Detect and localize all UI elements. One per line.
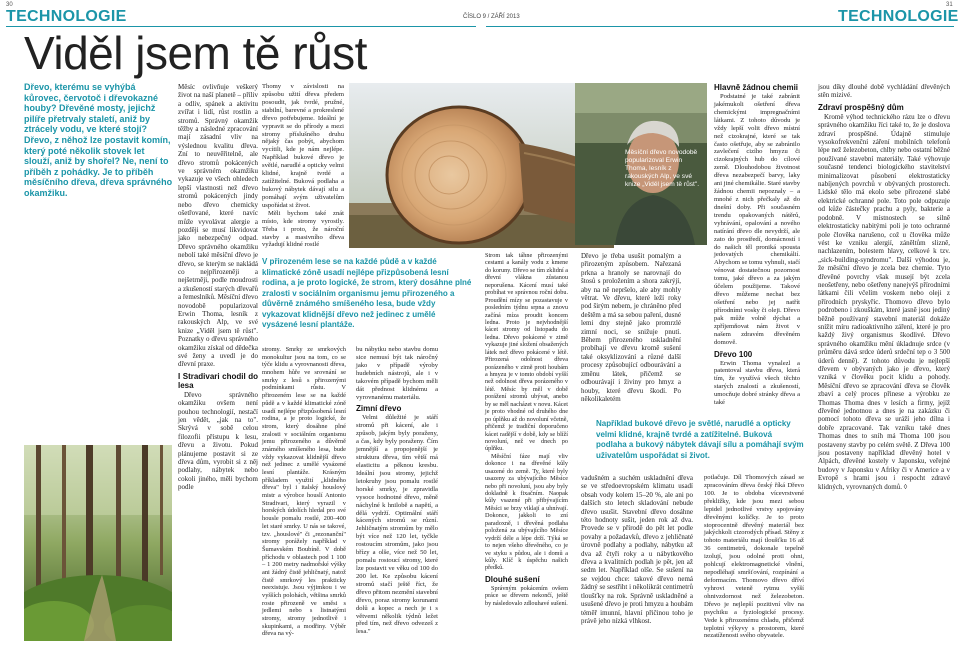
text-column-4 (356, 346, 438, 636)
subheading-stradivari: I Stradivari chodil do lesa (178, 371, 258, 390)
paragraph: potlačuje. Díl Thomových zásad se zpracováním dřeva český říká Dřevo 100. Je to obdoba vícevrstvené překližky, kde jsou mezi sebou lepidel jednotlivé vrstvy spojovány dřevěnými kolíčky. Je to proto stoprocentně dřevěný materiál bez jakýchkoli cizorodých přísad. Stěny z tohoto materiálu mají tloušťku 16 až 36 centimetrů, dokonale tepelně izolují, jsou odolné proti ohni, pohlcují elektromagnetické vlnění, nepodléhají smršťování, rozpínání a deformacím. Thomovo dřevo dříví vyhrovi veteně rytmu vyšší ohnivzdornost než železobeton. Dřevo je nejlepší pozitivní vliv na psychiku a fyziologické procesy. Vede k přirozenému chladu, přičemž teplotní výkyvy s prostorem, které nezatíženosti svého obyvatele. (704, 474, 804, 640)
section-label-left: TECHNOLOGIE (6, 8, 127, 25)
subheading-no-chemicals: Hlavně žádnou chemii (714, 83, 799, 92)
text-column-7b (704, 474, 804, 640)
paragraph: Kromě výhod technického rázu lze o dřevu správného okamžiku říci také to, že je doslova zdraví prospěšné. Údajně stimuluje vysokofrekvenční záření mobilních telefonů lépe než železobeton, chlby nebo ostatní běžné používané stavební materiály. Také výhovuje současné tendenci biologického stavitelství minimalizovat působení elektrostaticky nabíjených povrchů v obývaných prostorech. Lidské tělo má ekolo sebe přirozené slabé elektrické ochranné pole. Toto pole odpuzuje od kůže částečky prachu a pyly, bakterie a podobně. V místnostech se silně elektrostaticky nabitými poli je toto ochranné pole člověka narušeno, což u člověka může vést ke vzniku alergií, záněltům slizně, nachlazením, bolestem hlavy, celkové k tzv. „sick-building-syndromu". Další výhodou je, že měsíční dřevo je zcela bez chemie. Tyto dřevěné povrchy však musejí být zcela neošetřeny, nebo ošetřeny nanejvýš přírodními látkami čili včelím voskem nebo oleji z přírodních pryskyřic. Thomovo dřevo bylo podrobeno i zkouškám, které jasně jsou jediný běžně používaný stavební materiál dokáže snížit míru radioaktivního záření, které je pro každý živý organismus škodlivé. Dřevo správného okamžiku mění úkladnuje srdce (v průměru dává srdce úderů srdeční tep o 3 500 úderů denně). Z tohoto důvodu je nejlepší dřevem v obývaných jako je dřevo, který vzniká v člověku pocit klidu a pohody. Měsíční dřevo se zpracování dřeva se člověk zbaví a celý proces přinese a výrobku ze Thomas Thoma dnes v lesích a firmy, jejíž dřevěné jednotnou a dnes je na zakázku či pomocí tohoto dřeva se uráží jeho dílna i dobře zpracované. Tak vzniku také dnes Thomas dnes to sníh má Thoma 100 jsou postaveny stavby po celém světě. Z Dřeva 100 jsou postaveny například dřevěný hotel v Alpách, dřevěné kostely v Japonsku, veřejné budovy v Japonsku v Afriky či v Americe a v Evropě s hrami jsou i respocht zdravé klidných, vyrovnaných domů. ◊ (818, 112, 950, 491)
pull-quote-1: V přirozeném lese se na každé půdě a v každé klimatické zóně usadí nejlépe přizpůsobená lesní rodina, a je proto logické, že strom, který dosáhne plné zralosti v sociálním organismu jemu přirozeného a důvěrně známého smíšeného lesa, bude vždy vykazovat klidnější dřevo než jedinec z umělé vysázené lesní plantáže. (262, 257, 472, 329)
issue-label: ČÍSLO 9 / ZÁŘÍ 2013 (463, 14, 520, 20)
text-column-5 (485, 252, 568, 607)
header-rule-right (486, 26, 954, 27)
forest-image (24, 445, 172, 641)
page-number-right: 31 (946, 2, 953, 8)
paragraph: Podstatné je také zabránit jakémukoli ošetření dřeva chemickými impregnačními látkami. Z tohoto důvodu je vždy lepší volit dřevo místní než cizokrajné, které se tak často ošetřuje, aby se zabránilo zavlečení cizího hmyzu či cizokrajných hub do cílové země. Dlouhodobou životnost dřeva nezabezpečí barvy, laky ani jiné chemikálie. Staré stavby žádnou chemii nepoznaly – a mnohé z nich přečkaly až do dnešní doby. Při současném trendu opakovaných nátěrů, vyhrávání, opalování a nového natírání dřevo dle nevydrží, ale zato do prostředí, domácností i do našich těl proniká spousta jedovatých chemikálií. Abychom se tomu vyhnuli, stačí vénovat dostatečnou pozornost tomu, jaké dřevo a za jakým účelem použijeme. Takové dřevo můžeme nechat bez ošetření nebo jej natřít přírodními vosky či oleji. Dřevo pak může volně dýchat a zpříjemňovat nám život v našem zdravém dřevěném domově. (714, 93, 800, 346)
text-column-8 (818, 83, 950, 491)
text-column-7 (714, 83, 800, 407)
paragraph: Erwin Thoma vynalezl a patentoval stavbu dřeva, která tím, že využívá všech těchto starých znalostí a zkušeností, umocňuje dobré stránky dřeva a také (714, 359, 800, 407)
subheading-long-drying: Dlouhé sušení (485, 574, 540, 584)
paragraph: Dřevo je třeba usušit pomalým a přirozeným způsobem. Nařezaná prkna a hranoly se narovnají do štosů s proložením a shora zakrýjí, aby na ně nepršelo, ale aby mohly větrat. Ve dřevu, které leží roky pod širým nebem, je chráněno před deštěm a má sa sebou paření, dusné lemi dny stejně jako promrzlé zimní noci, se snižuje pnutí. Během přirozeného uskladnění probíhají ve dřevu kromě sušení také oksyklizování a různé další procesy způsobující odbourávání a změnu látek, přičemž se odbourávají i živiny pro hmyz a houby, které dřevu škodí. Po několikaletém (581, 252, 681, 403)
paragraph: Velmi důležité je stáří stromů při kácení, ale i způsob, jakým byly poraženy, a čas, kdy byly poraženy. Čím jemnější a propojenější je struktura dřeva, tím větší má elasticitu a pěknou kresbu. Ideální jsou stromy, jejichž letokruhy jsou pomalu rostlé horské smrky, je zpravidla vysoce hodnotné dřevo, měně náchylné k hnilobě a napětí, a dělá vydrží. Optimální stáří kácených stromů se různí. Jehličnatým stromům by mělo být více než 120 let, tyčkle rostoucím stromům, jako jsou břízy a olše, více než 50 let, pomalu rostoucí stromy, které lze postavit ve věku od 100 do 200 let. Ke způsobu kácení stromů stačí ještě říct, že dřevo přitom nezmění stavební dřevo, poraz stromy korunami dolů a kopec a nech je i s větvemi několik týdnů ležet před tím, než dřevo odvezeš z lesa." (356, 414, 438, 636)
paragraph: vadušném a suchém uskladnění dřeva se ve středoevropském klimatu usadí obsah vody kolem 15–20 %, ale ani po dalších sto letech skladování nebude dřevo usušit. Stavební dřevo dosáhne této hodnoty sušit, jeden rok až dva. Provede se v přírodě do pět let podle povahy a požadavků, dřevo z jehličnaté úrovně podlahy a podlahy, nábytku až dva až čtyři roky a u nábytkového dřeva a kvalitních podlah je pět, jen až sedm let. Například olše. Se sušení na se vejdou chce: takové dřevo nemá žádný se sestřiht i několikrát centimetrů tloušťky na rok. Správně uskladněné a usušené dřevo je proti hmyzu a houbám téměř imunní, hlavní přičinou toho je právě jeho nízká vlhkost. (581, 474, 693, 625)
subheading-wood-100: Dřevo 100 (714, 349, 753, 359)
text-column-3 (262, 346, 346, 638)
forest-photo (24, 445, 172, 641)
paragraph: Dřevo správného okamžiku ovšem není pouhou technologií, nestačí jen vědět, „jak na to". Skrývá v sobě celou filozofii přístupu k lesu, dřevu a životu. Pokud plánujeme postavit si ze dřeva dům, vyrobit si z něj podlahy, nábytek nebo cokoli jiného, měli bychom podle (178, 390, 258, 492)
paragraph: Měli bychom také znát místo, kde stromy vyrostly. Třeba i proto, že nároční stavby a masivního dřeva vyžadují klidné rostlé (262, 209, 344, 249)
portrait-caption: Měsíční dřevo novodobě popularizoval Erwin Thoma, lesník z rakouských Alp, ve své knize „Viděl jsem tě růst". (625, 149, 700, 188)
paragraph: stromy. Smrky ze smrkových monokultur jsou na tom, co se týče klidu a vyrovnanosti dřeva, mnohem hůře ve srovnání se smrky z lesů s přirozenými podmínkami růstu. V přirozeném lese se na každé půdě a v každé klimatické zóně usadí nejlépe přizpůsobená lesní rodina, a je proto logické, že strom, který dosáhne plné zralosti v sociálním organismu jemu přirozeného a důvěrně známého smíšeného lesa, bude vždy vykazovat klidnější dřevo než jedinec z umělé vysázené lesní plantáže. Krásným příkladem využití „klidného dřeva" byl i italský houslový mistr a výrobce houslí Antonio Stradivari, který vyrazil v horských údolích hledal pro své housle pomalu rostlé, 200–400 let staré smrky. U nás se takové, tzv. „houslové" či „rezonanční" stromy porážely například v Šumavském Boubíně. V době příchodu v oblastech pod 1 100 – 1 200 metry nadmořské výšky ani žádný čistě jehličnatý, natož čistě smrkový les prakticky neexistuje. Jsou výjimkou i ve vyšších polohách, většina smrků roste přirozeně ve směsi s jedlemi nebo s listnatými stromy, stromy jednotlivě i skupinkami, a modřiny. Výběr dřeva na vý- (262, 346, 346, 638)
subheading-healthy-house: Zdraví prospěšný dům (818, 102, 904, 112)
paragraph: Správným pokácením ovšem práce se dřevem nekončí, ještě by následovalo zdlouhavé sušení. (485, 584, 568, 607)
article-title: Viděl jsem tě růst (24, 27, 367, 79)
section-label-right: TECHNOLOGIE (838, 8, 959, 25)
text-column-6b (581, 474, 693, 625)
text-column-1 (178, 83, 258, 492)
paragraph: jsou díky dlouhé době vychládání dřevěných stěn mizivé. (818, 83, 950, 100)
subheading-winter-wood: Zimní dřevo (356, 404, 402, 414)
pull-quote-2: Například bukové dřevo je světlé, narudlé a opticky velmi klidné, krajně tvrdé a zatížitelné. Buková podlaha a bukový nábytek dávají sílu a pomáhají svým uživatelům uspořádat si život. (596, 419, 804, 460)
text-column-2 (262, 83, 344, 249)
page-number-left: 30 (6, 2, 13, 8)
text-column-6 (581, 252, 681, 403)
paragraph: bu nábytku nebo stavbu domu sice nemusí být tak náročný jako v případě výroby hudebních nástrojů, ale i v takovém případě bychom měli dát přednost klidnému a vyrovnanému materiálu. (356, 346, 438, 401)
paragraph: Strom tak táhne přirozenými cestami a kanály vodu z kmene do koruny. Dřevo se tím zklidní a dřevní vláknа zůstanou neporušena. Kácení musí také probíhat ve správnou roční dobu. Proudění mízy se pozastavuje v posledním týdnu srpna a znovu začíná míza proudit koncem ledna. Proto je nejvhodnější kácet stromy od listopadu do ledna. Dřevo pokácené v zimě vykazuje jiné složení obsažených látek než dřevo pokácené v létě. Přirozená odolnost dřeva porázeného v zimě proti houbám a hmyzu je v tomto období vyšší než odolnost dřeva porázeného v létě. Měsíc by měl v době porážení stromů ubývat, anebo by se měl nacházet v novu. Kácet je proto vhodné od druhého dne po úplňku až do novoluní včetně, přičemž je tradiční doporučeno kácet radější v době, kdy se blíží novoluní, než ve dnech po úplňku. (485, 252, 568, 453)
paragraph: Thomy v závislosti na způsobu užití dřeva předem posoudit, jak tvrdé, pružné, stabilní, barevné a prokreslené dřevo potřebujeme. Ideální je vypravit se do přírody a mezi stromy příslušného druhu nějaký čas pobýt, abychom vycítili, kde je nám nejlépe. Například bukové dřevo je světlé, narudlé a opticky velmi klidné, krajně tvrdé a zatížitelné. Buková podlaha a bukový nábytek dávají silu a pomáhají svým uživatelům uspořádat si život. (262, 83, 344, 209)
paragraph: Měsíční fáze mají vliv dokonce i na dřevěné kůly usazené do země. Ty, které byly usazeny za ubývajícího Měsíce nebo při novoluní, jsou aby byly dokladně k fixačním. Naopak kůly vsazené při přibývajícím Měsíci se brzy viklají a uhnívají. Dokonce, jakkoli to zní paradoxně, i dřevěná podlaha položená za ubývajícího Měsíce vydrží déle a lépe drží. Týká se to nejen všeho dřevěného, co je ve styku s půdou, ale i domů a kůly. Klíč k úspěchu našich předků. (485, 452, 568, 572)
article-lead: Dřevo, kterému se vyhýbá kůrovec, červotoč i dřevokazné houby? Dřevěné mosty, jejichž pilíře přetrvaly staletí, aniž by ztrácely vodu, ve které stojí? Dřevo, z něhož lze postavit komín, který poté několik stovek let slouží, aniž by shořel? Ne, není to příběh z pohádky. Je to příběh měsíčního dřeva, dřeva správného okamžiku. (24, 82, 173, 198)
portrait-photo (575, 83, 707, 245)
paragraph: Měsíc ovlivňuje veškerý život na naší planetě – příliv a odliv, spánek a aktivitu zvířat i lidí, růst rostlin a stromů. Správný okamžik těžby a následné zpracování mají zásadní vliv na výslednou kvalitu dřeva. Zní to neuvěřitelně, ale dřevo stromů pokácených ve správném okamžiku vykazuje ve všech ohledech lepší vlastnosti než dřevo stromů pokácených jindy nebo dřevo chemicky ošetřované, které navíc může vyvolávat alergie a později se musí likvidovat jako nebezpečný odpad. Dřevo správného okamžiku nebolí také měsíční dřevo je dřevo, se kterým se nakládá co nejpřirozeněji a nejšetrněji, podle moudrosti a zkušeností starých dřevařů a řemeslníků. Měsíční dřevo novodobě popularizoval Erwin Thoma, lesník z rakouských Alp, ve své knize „Viděl jsem tě růst". Poznatky o dřevu správného okamžiku získal od dědečka své ženy a uvedl je do dřevní praxe. (178, 83, 258, 369)
